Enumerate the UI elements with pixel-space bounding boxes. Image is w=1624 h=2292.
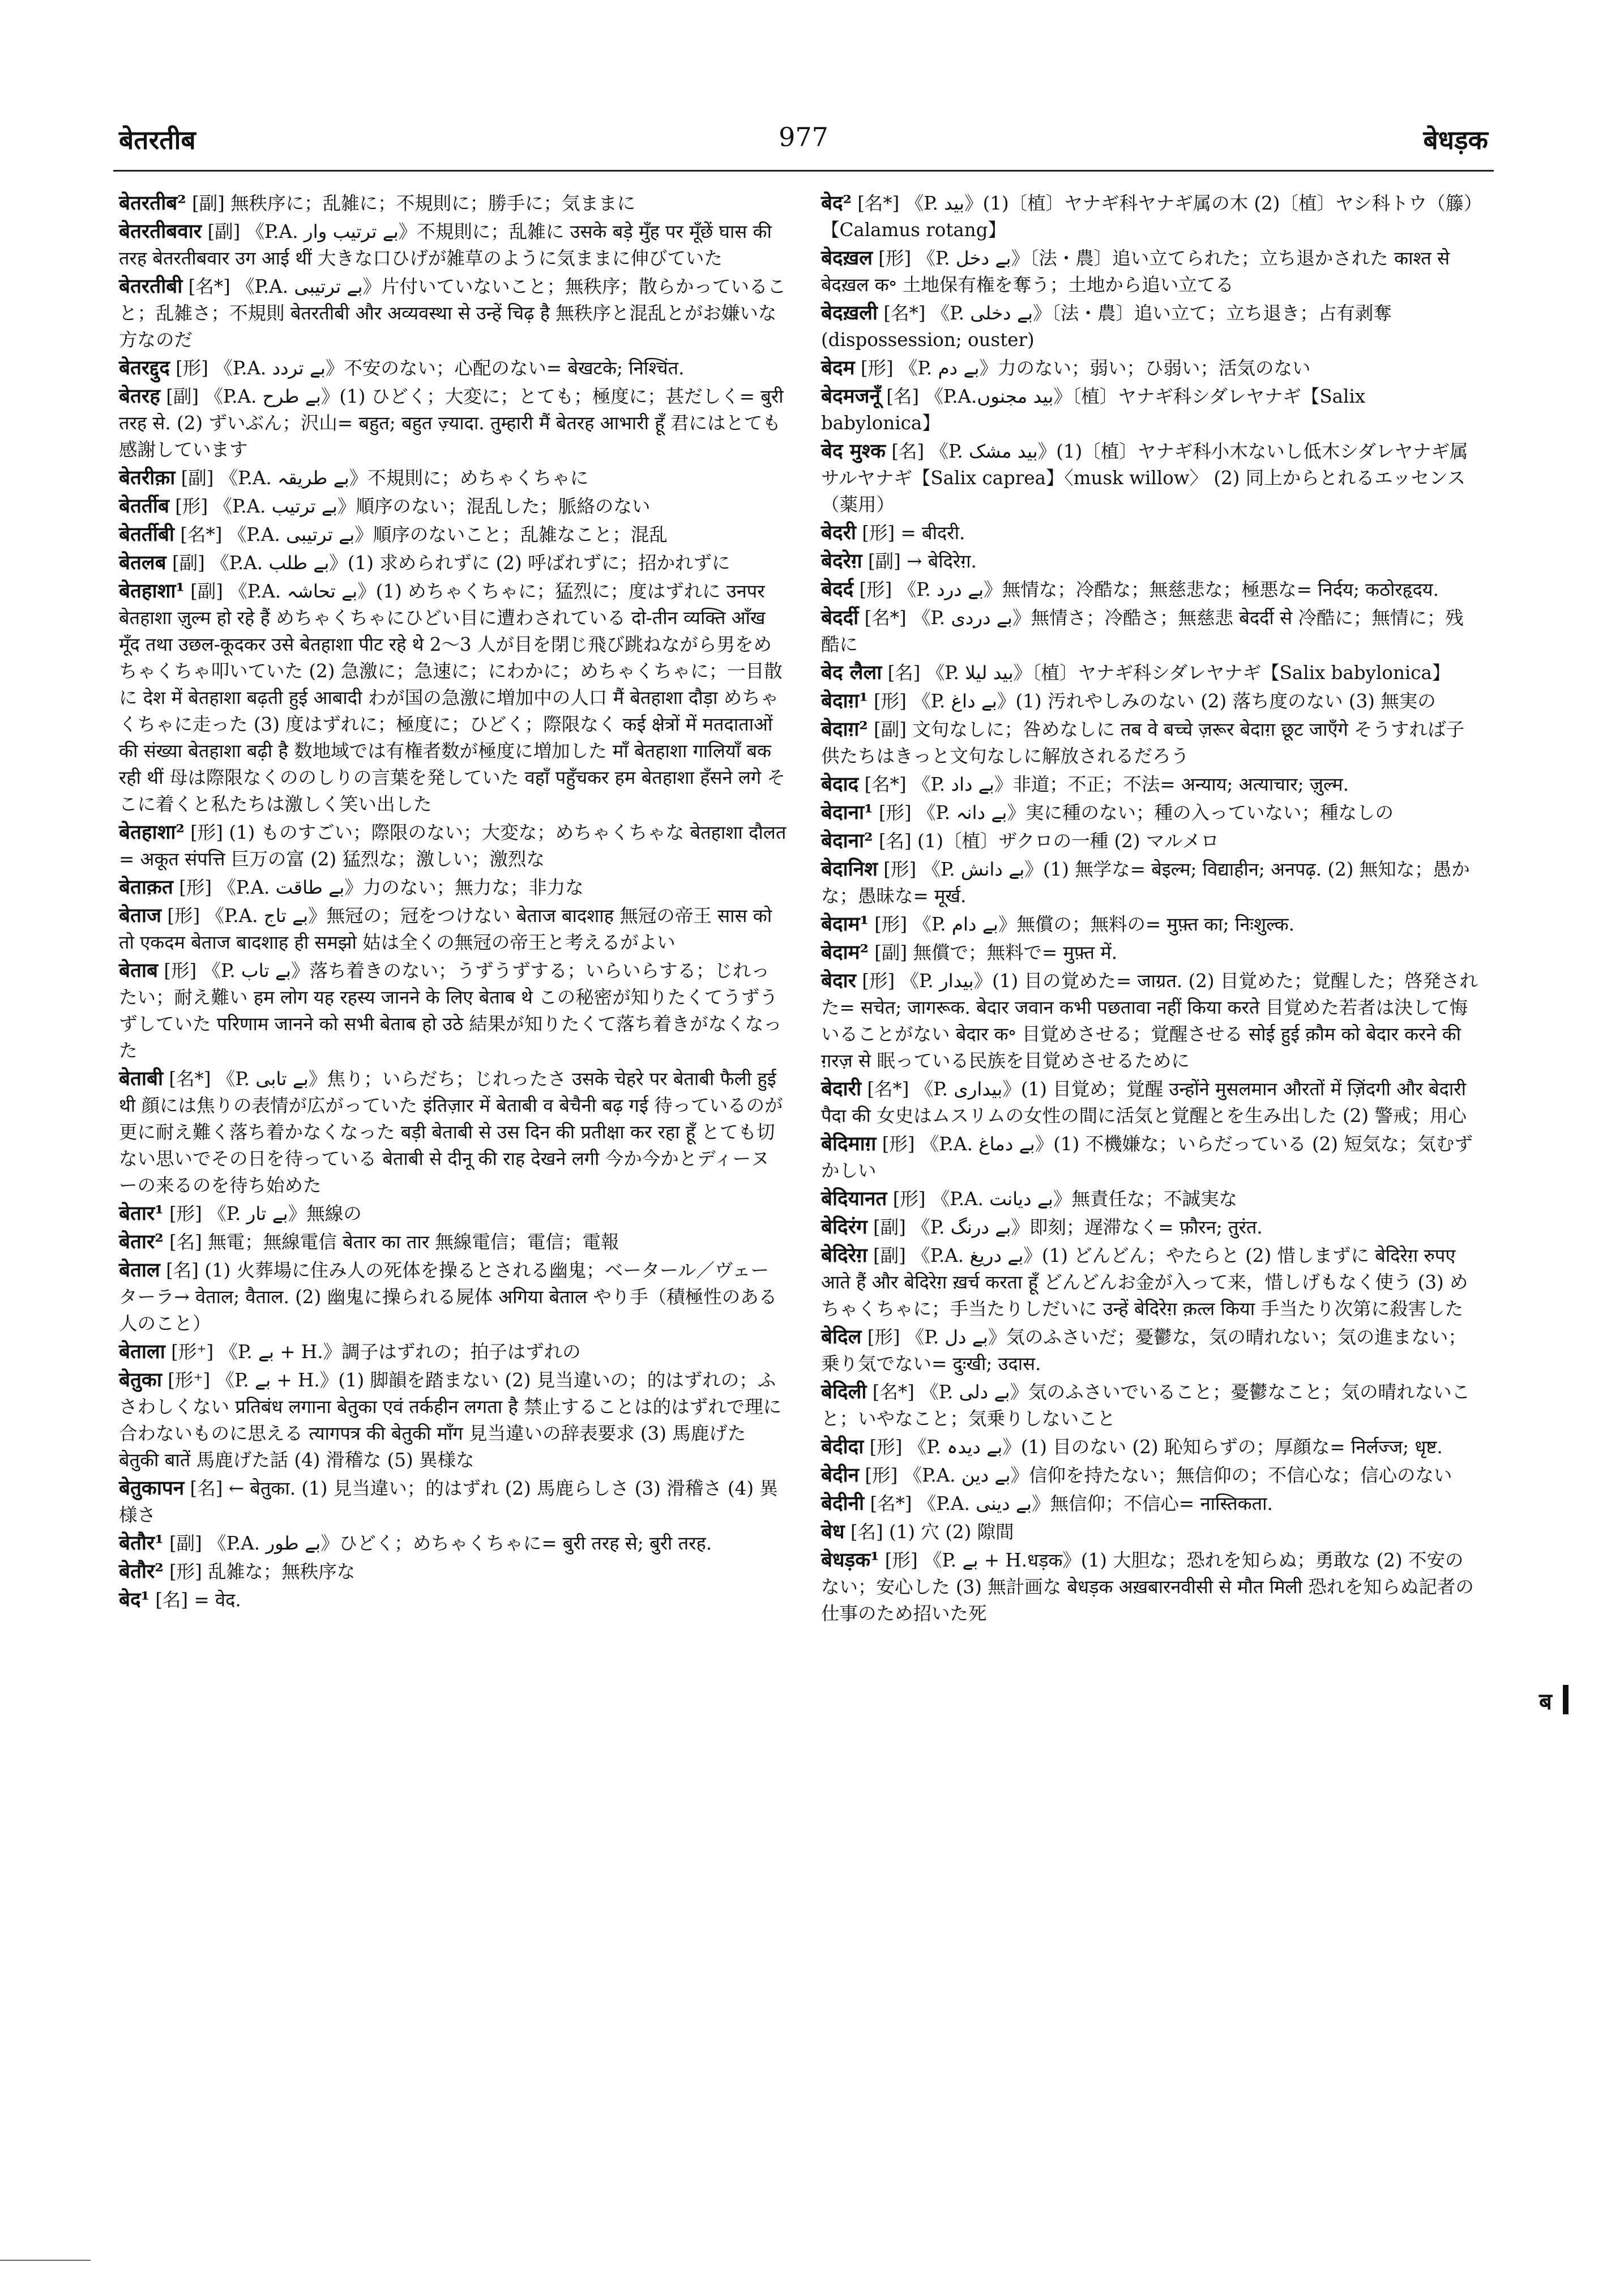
entry-definition: [形] 《P. بے دام》無償の；無料の= मुफ़्त का; निःशुल्क. [874,914,1295,935]
entry-headword: बेताला [119,1340,165,1363]
entry-definition: [形] 《P. بے دم》力のない；弱い；ひ弱い；活気のない [860,357,1311,379]
dictionary-entry [119,1475,787,1529]
entry-definition: [形] 《P. بے دیدہ》(1) 目のない (2) 恥知らずの；厚顔な= निर्लज्ज; धृष्ट. [869,1436,1443,1458]
entry-headword: बेतार² [119,1230,164,1253]
entry-definition: [名*] 《P. بید》(1)〔植〕ヤナギ科ヤナギ属の木 (2)〔植〕ヤシ科トウ（籐）【Calamus rotang】 [821,193,1473,241]
entry-headword: बेताब [119,959,158,982]
entry-definition: [名*] 《P. بے تابی》焦り；いらだち；じれったさ उसके चेहरे पर बेताबी फैली हुई थी 顔には焦りの表情が広がっていた इंतिज़ार में बेताबी व बेचैनी बढ़ गई 待っているのが更に耐え難く落ち着かなくなった बड़ी बेताबी से उस दिन की प्रतीक्षा कर रहा हूँ とても切ない思いでその日を待っている बेताबी से दीनू की राह देखने लगी 今か今かとディーヌーの来るのを待ち始めた [119,1068,783,1196]
entry-headword: बेतरतीबी [119,275,183,298]
entry-definition: [名] 無電；無線電信 बेतार का तार 無線電信；電信；電報 [169,1231,619,1253]
dictionary-entry [119,493,787,520]
entry-definition: [副] 《P.A. بے طریقہ》不規則に；めちゃくちゃに [181,467,589,489]
entry-definition: [形] 《P. بے + H.धड़क》(1) 大胆な；恐れを知らぬ；勇敢な (2) 不安のない；安心した (3) 無計画な बेधड़क अख़बारनवीसी से मौत मिली 恐れを知らぬ記者の仕事のため招いた死 [821,1550,1474,1624]
entry-definition: [名] 《P. بید مشک》(1)〔植〕ヤナギ科小木ないし低木シダレヤナギ属サルヤナギ【Salix caprea】〈musk willow〉 (2) 同上からとれるエッセンス（薬用） [821,441,1468,515]
entry-headword: बेतौर² [119,1560,164,1583]
dictionary-entry [821,856,1478,910]
entry-headword: बेद² [821,191,852,215]
dictionary-entry [821,1242,1478,1322]
entry-headword: बेदाना² [821,829,873,852]
dictionary-entry [119,549,787,577]
dictionary-entry [119,521,787,548]
dictionary-entry [119,190,787,217]
entry-definition: [形] 《P.A. بے ترتیب》順序のない；混乱した；脈絡のない [175,496,651,517]
dictionary-entry [821,911,1478,938]
entry-headword: बेदमजनूँ [821,385,881,408]
dictionary-entry [821,548,1478,575]
dictionary-entry [119,1200,787,1227]
entry-headword: बेतुकापन [119,1476,185,1500]
entry-definition: [名*] 《P. بے دلی》気のふさいでいること；憂鬱なこと；気の晴れないこと；いやなこと；気乗りしないこと [821,1381,1471,1429]
entry-definition: [名] 《P.A.بید مجنوں》〔植〕ヤナギ科シダレヤナギ【Salix babylonica】 [821,386,1366,434]
entry-headword: बेधड़क¹ [821,1548,879,1572]
entry-headword: बेदिल [821,1325,862,1348]
entry-definition: [名] (1) 火葬場に住み人の死体を操るとされる幽鬼；ベータール／ヴェーターラ→ वेताल; वैताल. (2) 幽鬼に操られる屍体 अगिया बेताल やり手（積極性のある人のこと） [119,1260,777,1334]
dictionary-entry [821,1075,1478,1129]
entry-definition: [形] = बीदरी. [862,522,965,544]
entry-definition: [副] 《P.A. بے طرح》(1) ひどく；大変に；とても；極度に；甚だしく= बुरी तरह से. (2) ずいぶん；沢山= बहुत; बहुत ज़्यादा. तुम्हारी मैं बेतरह आभारी हूँ 君にはとても感謝しています [119,386,784,460]
entry-headword: बेदरी [821,521,856,544]
dictionary-entry [821,438,1478,518]
entry-headword: बेतरतीबवार [119,220,202,243]
entry-definition: [名*] 《P. بے دخلی》〔法・農〕追い立て；立ち退き；占有剥奪 (dispossession; ouster) [821,302,1392,351]
entry-definition: [副] 《P.A. بے تحاشہ》(1) めちゃくちゃに；猛烈に；度はずれに उनपर बेतहाशा ज़ुल्म हो रहे हैं めちゃくちゃにひどい目に遭わされている दो-तीन व्यक्ति आँख मूँद तथा उछल-कूदकर उसे बेतहाशा पीट रहे थे 2～3 人が目を閉じ飛び跳ねながら男をめちゃくちゃ叩いていた (2) 急激に；急速に；にわかに；めちゃくちゃに；一目散に देश में बेतहाशा बढ़ती हुई आबादी わが国の急激に増加中の人口 मैं बेतहाशा दौड़ा めちゃくちゃに走った (3) 度はずれに；極度に；ひどく；際限なく कई क्षेत्रों में मतदाताओं की संख्या बेतहाशा बढ़ी है 数地域では有権者数が極度に増加した माँ बेतहाशा गालियाँ बक रही थीं 母は際限なくののしりの言葉を発していた वहाँ पहुँचकर हम बेतहाशा हँसने लगे そこに着くと私たちは激しく笑い出した [119,581,786,815]
dictionary-entry [821,827,1478,855]
entry-headword: बेध [821,1520,845,1543]
dictionary-entry [821,1462,1478,1489]
entry-definition: [名*] 《P. بیداری》(1) 目覚め；覚醒 उन्होंने मुसलमान औरतों में ज़िंदगी और बेदारी पैदा की 女史はムスリムの女性の間に活気と覚醒とを生み出した (2) 警戒；用心 [821,1078,1467,1126]
dictionary-entry [119,1367,787,1474]
entry-headword: बेदरेग़ [821,549,862,573]
dictionary-entry [119,355,787,382]
crop-mark [0,2260,91,2261]
entry-headword: बेताक़त [119,876,173,899]
entry-definition: [形] 《P.A. بے تاج》無冠の；冠をつけない बेताज बादशाह 無冠の帝王 सास को तो एकदम बेताज बादशाह ही समझो 姑は全くの無冠の帝王と考えるがよい [119,905,772,953]
dictionary-entry [119,1338,787,1365]
dictionary-entry [119,1586,787,1614]
entry-headword: बेदर्दी [821,606,859,629]
entry-headword: बेताज [119,904,161,927]
entry-definition: [形] 《P.A. بے دماغ》(1) 不機嫌な；いらだっている (2) 短気な；気むずかしい [821,1133,1473,1181]
entry-definition: [名*] 《P.A. بے ترتیبی》順序のないこと；乱雑なこと；混乱 [180,524,668,545]
entry-headword: बेतरतीब² [119,191,186,215]
entry-headword: बेदिरेग़ [821,1244,867,1267]
entry-definition: [名*] 《P.A. بے ترتیبی》片付いていないこと；無秩序；散らかっていること；乱雑さ；不規則 बेतरतीबी और अव्यवस्था से उन्हें चिढ़ है 無秩序と混乱とがお嫌いな方なのだ [119,276,787,351]
entry-definition: [形] 《P.A. بے تردد》不安のない；心配のない= बेखटके; निश्चिंत. [176,357,685,379]
entry-definition: [形] 《P. بے تاب》落ち着きのない；うずうずする；いらいらする；じれったい；耐え難い हम लोग यह रहस्य जानने के लिए बेताब थे この秘密が知りたくてうずうずしていた परिणाम जानने को सभी बेताब हो उठे 結果が知りたくて落ち着きがなくなった [119,960,782,1061]
dictionary-entry [119,819,787,873]
entry-headword: बेताल [119,1258,160,1282]
dictionary-entry [119,902,787,956]
entry-headword: बेतरह [119,385,160,408]
dictionary-entry [821,716,1478,770]
entry-headword: बेतौर¹ [119,1531,164,1555]
dictionary-entry [821,190,1478,244]
entry-definition: [副] 《P.A. بے ترتیب وار》不規則に；乱雑に उसके बड़े मुँह पर मूँछें घास की तरह बेतरतीबवार उग आई थीं 大きな口ひげが雑草のように気ままに伸びていた [119,221,772,269]
thumb-index-letter: ब [1539,1688,1552,1715]
dictionary-entry [119,464,787,492]
entry-headword: बेतहाशा² [119,821,185,844]
entry-headword: बेदिरंग [821,1215,867,1239]
entry-headword: बेद मुश्क [821,439,886,463]
entry-headword: बेदारी [821,1077,862,1100]
dictionary-entry [821,967,1478,1074]
entry-headword: बेतर्तीब [119,494,169,518]
dictionary-entry [821,771,1478,798]
entry-definition: [副] 《P. بے درنگ》即刻；遅滞なく= फ़ौरन; तुरंत. [873,1217,1263,1238]
entry-headword: बेद¹ [119,1588,149,1611]
entry-definition: [副] 《P.A. بے طور》ひどく；めちゃくちゃに= बुरी तरह से; बुरी तरह. [169,1533,712,1554]
dictionary-entry [821,1130,1478,1184]
thumb-index-bar [1563,1685,1569,1714]
entry-definition: [形⁺] 《P. بے + H.》(1) 脚韻を踏まない (2) 見当違いの；的はずれの；ふさわしくない प्रतिबंध लगाना बेतुका एवं तर्कहीन लगता है 禁止することは的はずれで理に合わないものに思える त्यागपत्र की बेतुकी माँग 見当違いの辞表要求 (3) 馬鹿げた बेतुकी बातें 馬鹿げた話 (4) 滑稽な (5) 異様な [119,1369,782,1471]
entry-headword: बेदाग़² [821,718,868,741]
dictionary-entry [119,218,787,272]
entry-headword: बेतहाशा¹ [119,579,185,603]
dictionary-entry [821,659,1478,686]
entry-definition: [形] 《P. بیدار》(1) 目の覚めた= जाग्रत. (2) 目覚めた；覚醒した；啓発された= सचेत; जागरूक. बेदार जवान कभी पछतावा नहीं किया करते 目覚めた若者は決して悔いることがない बेदार क॰ 目覚めさせる；覚醒させる सोई हुई क़ौम को बेदार करने की ग़रज़ से 眠っている民族を目覚めさせるために [821,970,1478,1072]
right-column [821,190,1478,1628]
dictionary-entry [821,519,1478,547]
dictionary-entry [821,939,1478,966]
dictionary-entry [821,355,1478,382]
dictionary-entry [821,1547,1478,1627]
entry-headword: बेतर्तीबी [119,523,175,546]
entry-headword: बेतलब [119,551,166,574]
dictionary-entry [821,1490,1478,1517]
dictionary-entry [821,1433,1478,1461]
entry-definition: [形] (1) ものすごい；際限のない；大変な；めちゃくちゃな बेतहाशा दौलत = अकूत संपत्ति 巨万の富 (2) 猛烈な；激しい；激烈な [119,822,787,870]
dictionary-entry [821,1185,1478,1213]
entry-definition: [副] 無秩序に；乱雑に；不規則に；勝手に；気ままに [191,193,636,214]
entry-definition: [形] 《P.A. بے دیانت》無責任な；不誠実な [892,1188,1237,1210]
dictionary-entry [821,383,1478,437]
right-running-headword: बेधड़क [1423,125,1488,155]
entry-headword: बेदीनी [821,1492,865,1515]
entry-headword: बेदीदा [821,1435,864,1458]
entry-headword: बेताबी [119,1067,164,1090]
entry-definition: [形] 《P.A. بے دین》信仰を持たない；無信仰の；不信心な；信心のない [865,1465,1452,1486]
dictionary-entry [821,688,1478,715]
entry-headword: बेद लैला [821,661,882,684]
entry-headword: बेदाम² [821,941,869,964]
dictionary-entry [821,1378,1478,1432]
entry-definition: [形] 《P. بے درد》無情な；冷酷な；無慈悲な；極悪な= निर्दय; कठोरहृदय. [859,579,1439,600]
dictionary-entry [821,300,1478,353]
dictionary-entry [119,957,787,1064]
entry-headword: बेदम [821,356,855,379]
entry-headword: बेतरद्दुद [119,356,170,379]
dictionary-entry [821,245,1478,298]
entry-definition: [名] (1) 穴 (2) 隙間 [850,1521,1014,1543]
entry-headword: बेतार¹ [119,1202,164,1225]
entry-headword: बेदख़ल [821,246,873,270]
dictionary-entry [119,273,787,353]
dictionary-entry [119,1530,787,1557]
dictionary-entry [119,1228,787,1256]
entry-headword: बेदानिश [821,857,878,881]
entry-headword: बेदाना¹ [821,801,873,824]
entry-definition: [形] 《P. بے دل》気のふさいだ；憂鬱な，気の晴れない；気の進まない；乗り気でない= दुःखी; उदास. [821,1326,1467,1375]
entry-headword: बेदख़ली [821,301,878,325]
left-column [119,190,787,1615]
entry-headword: बेदार [821,969,856,992]
entry-definition: [名*] 《P. بے دردی》無情さ；冷酷さ；無慈悲 बेदर्दी से 冷酷に；無情に；残酷に [821,607,1464,655]
entry-headword: बेदाद [821,772,859,796]
dictionary-entry [119,1257,787,1337]
entry-definition: [形] 《P. بے تار》無線の [169,1203,362,1224]
dictionary-entry [821,576,1478,603]
dictionary-entry [821,1518,1478,1546]
dictionary-entry [119,383,787,463]
entry-definition: [名*] 《P. بے داد》非道；不正；不法= अन्याय; अत्याचार; ज़ुल्म. [864,774,1349,795]
entry-headword: बेतरीक़ा [119,466,176,489]
left-running-headword: बेतरतीब [119,125,196,155]
dictionary-entry [119,874,787,901]
page-number: 977 [779,122,828,152]
entry-definition: [形] 《P. بے دخل》〔法・農〕追い立てられた；立ち退かされた काश्त से बेदख़ल क॰ 土地保有権を奪う；土地から追い立てる [821,247,1450,296]
entry-definition: [名] 《P. بید لیلا》〔植〕ヤナギ科シダレヤナギ【Salix babylonica】 [887,662,1451,684]
entry-headword: बेदर्द [821,578,854,601]
entry-headword: बेतुका [119,1368,162,1392]
entry-definition: [副] 無償で；無料で= मुफ़्त में. [874,942,1118,963]
dictionary-entry [119,1065,787,1199]
entry-definition: [副] 《P.A. بے دریغ》(1) どんどん；やたらと (2) 惜しまずに बेदिरेग़ रुपए आते हैं और बेदिरेग़ ख़र्च करता हूँ どんどんお金が入って来，惜しげもなく使う (3) めちゃくちゃに；手当たりしだいに उन्हें बेदिरेग़ क़त्ल किया 手当たり次第に殺害した [821,1245,1468,1320]
entry-definition: [副] 《P.A. بے طلب》(1) 求められずに (2) 呼ばれずに；招かれずに [172,552,730,574]
entry-definition: [形] 《P.A. بے طاقت》力のない；無力な；非力な [179,877,584,898]
header-rule [113,170,1494,172]
entry-definition: [名] = वेद. [155,1589,241,1611]
entry-definition: [形] 乱雑な；無秩序な [169,1561,356,1582]
dictionary-entry [119,1558,787,1585]
entry-definition: [形] 《P. بے داغ》(1) 汚れやしみのない (2) 落ち度のない (3) 無実の [874,690,1436,712]
entry-headword: बेदीन [821,1463,860,1487]
page-header [119,122,1488,167]
entry-definition: [副] → बेदिरेग़. [867,550,977,572]
entry-definition: [名*] 《P.A. بے دینی》無信仰；不信心= नास्तिकता. [870,1493,1273,1514]
entry-headword: बेदाम¹ [821,912,869,936]
entry-definition: [副] 文句なしに；咎めなしに तब वे बच्चे ज़रूर बेदाग़ छूट जाएँगे そうすれば子供たちはきっと文句なしに解放されるだろう [821,719,1465,767]
entry-definition: [形] 《P. بے دانش》(1) 無学な= बेइल्म; विद्याहीन; अनपढ़. (2) 無知な；愚かな；愚昧な= मूर्ख. [821,859,1470,907]
entry-headword: बेदियानत [821,1187,887,1210]
entry-headword: बेदिमाग़ [821,1132,877,1155]
entry-definition: [名] (1)〔植〕ザクロの一種 (2) マルメロ [878,830,1219,852]
dictionary-entry [821,1214,1478,1241]
entry-definition: [形] 《P. بے دانہ》実に種のない；種の入っていない；種なしの [878,802,1394,823]
entry-definition: [名] ← बेतुका. (1) 見当違い；的はずれ (2) 馬鹿らしさ (3) 滑稽さ (4) 異様さ [119,1478,778,1526]
entry-definition: [形⁺] 《P. بے + H.》調子はずれの；拍子はずれの [171,1341,581,1363]
dictionary-entry [821,604,1478,658]
dictionary-entry [821,799,1478,826]
entry-headword: बेदिली [821,1380,867,1403]
entry-headword: बेदाग़¹ [821,689,868,712]
dictionary-entry [821,1324,1478,1377]
dictionary-entry [119,578,787,818]
